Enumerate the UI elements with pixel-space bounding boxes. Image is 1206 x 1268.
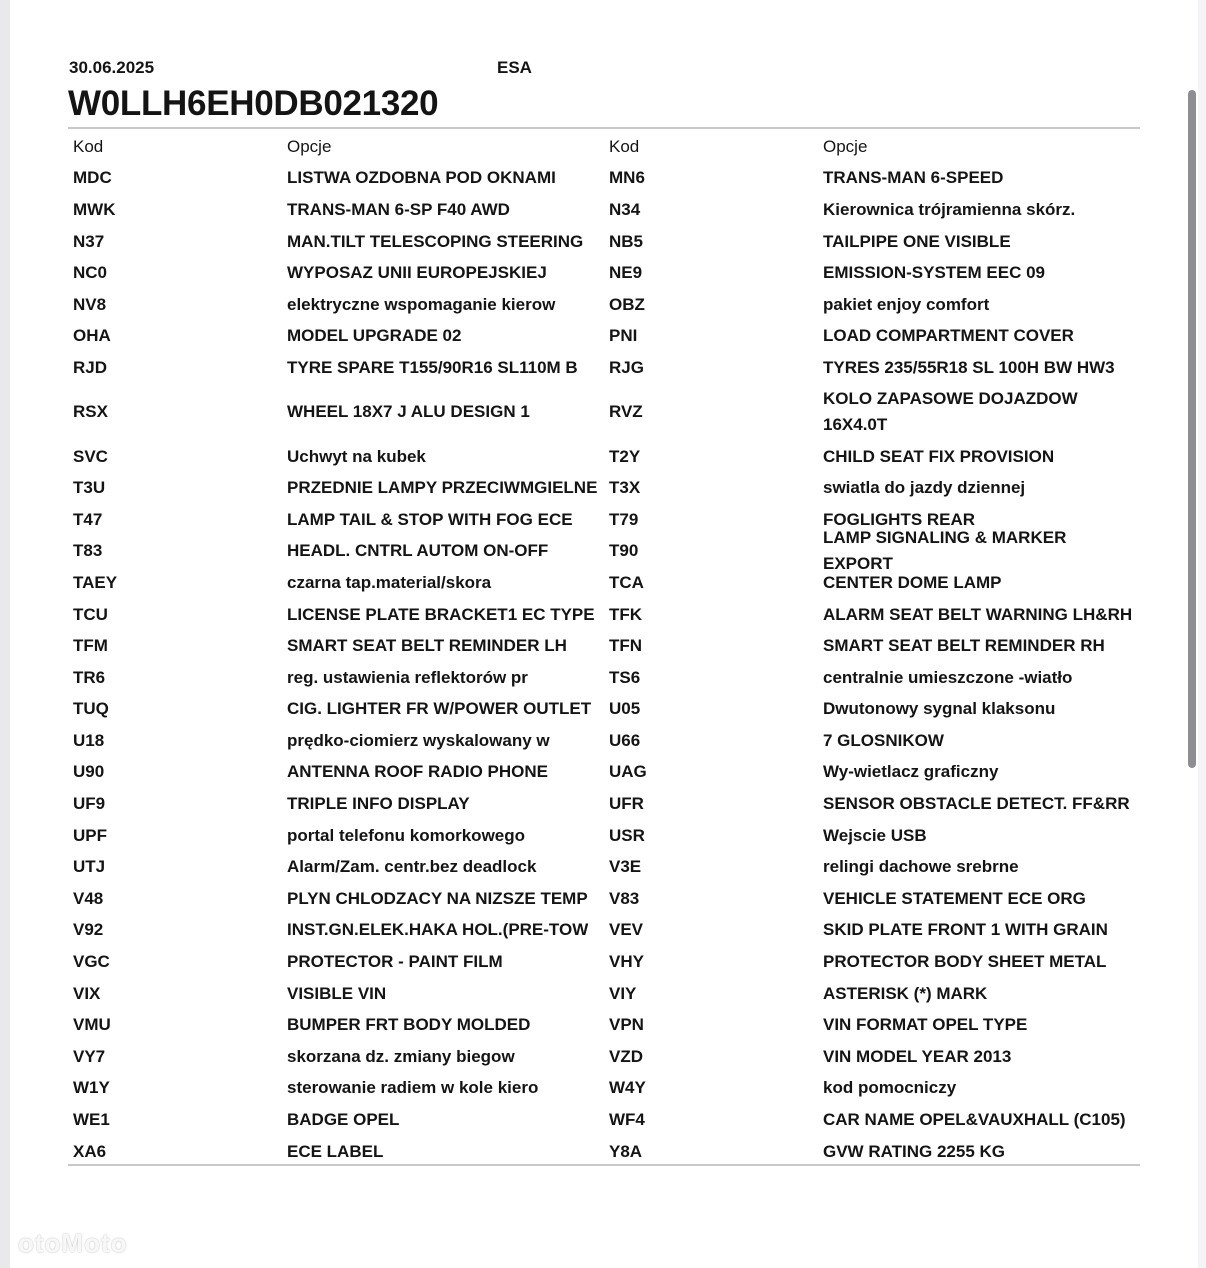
option-description: ALARM SEAT BELT WARNING LH&RH: [823, 604, 1133, 624]
option-code: RSX: [73, 402, 108, 422]
option-code: NC0: [73, 263, 108, 283]
option-code: MWK: [73, 199, 116, 219]
option-code: V92: [73, 920, 104, 940]
option-description: PRZEDNIE LAMPY PRZECIWMGIELNE: [287, 478, 598, 498]
option-code: MDC: [73, 168, 112, 188]
table-row: [68, 226, 1140, 258]
option-code: W1Y: [73, 1078, 110, 1098]
option-code: W4Y: [609, 1078, 646, 1098]
table-row: [68, 978, 1140, 1010]
option-code: VZD: [609, 1046, 643, 1066]
options-table: [68, 131, 1140, 1167]
option-description: PLYN CHLODZACY NA NIZSZE TEMP: [287, 888, 588, 908]
option-description: Wejscie USB: [823, 825, 927, 845]
option-description: EMISSION-SYSTEM EEC 09: [823, 263, 1045, 283]
option-code: PNI: [609, 326, 638, 346]
option-code: T3X: [609, 478, 641, 498]
option-code: OBZ: [609, 294, 645, 314]
option-description: CHILD SEAT FIX PROVISION: [823, 446, 1055, 466]
option-code: U90: [73, 762, 105, 782]
option-description: ANTENNA ROOF RADIO PHONE: [287, 762, 548, 782]
option-code: V83: [609, 888, 640, 908]
option-code: VGC: [73, 952, 110, 972]
option-code: VHY: [609, 952, 644, 972]
option-description: reg. ustawienia reflektorów pr: [287, 667, 528, 687]
column-header-opcje-1: Opcje: [287, 136, 332, 156]
option-description: ECE LABEL: [287, 1141, 384, 1161]
option-description: VISIBLE VIN: [287, 983, 387, 1003]
table-row: [68, 630, 1140, 662]
option-code: WF4: [609, 1110, 645, 1130]
table-row: [68, 194, 1140, 226]
option-description: Dwutonowy sygnal klaksonu: [823, 699, 1056, 719]
table-row: [68, 441, 1140, 473]
option-description: FOGLIGHTS REAR: [823, 509, 976, 529]
option-code: XA6: [73, 1141, 107, 1161]
option-code: TFN: [609, 636, 643, 656]
table-row: [68, 567, 1140, 599]
option-code: VPN: [609, 1015, 644, 1035]
option-description: GVW RATING 2255 KG: [823, 1141, 1005, 1161]
option-code: T3U: [73, 478, 106, 498]
option-code: VIX: [73, 983, 101, 1003]
option-description: TYRES 235/55R18 SL 100H BW HW3: [823, 357, 1115, 377]
option-code: TCU: [73, 604, 108, 624]
option-description: WHEEL 18X7 J ALU DESIGN 1: [287, 402, 530, 422]
option-code: T83: [73, 541, 103, 561]
table-row: [68, 883, 1140, 915]
option-description: TYRE SPARE T155/90R16 SL110M B: [287, 357, 578, 377]
option-code: U66: [609, 730, 641, 750]
option-code: OHA: [73, 326, 111, 346]
option-code: VEV: [609, 920, 644, 940]
option-code: VMU: [73, 1015, 111, 1035]
option-description: VEHICLE STATEMENT ECE ORG: [823, 888, 1086, 908]
option-code: USR: [609, 825, 645, 845]
watermark-logo: otoMoto: [18, 1228, 128, 1258]
option-description: skorzana dz. zmiany biegow: [287, 1046, 515, 1066]
option-description: CIG. LIGHTER FR W/POWER OUTLET: [287, 699, 592, 719]
option-code: TS6: [609, 667, 641, 687]
scrollbar-track[interactable]: [1198, 0, 1206, 1268]
option-description: czarna tap.material/skora: [287, 572, 492, 592]
column-header-kod-2: Kod: [609, 136, 640, 156]
option-description: elektryczne wspomaganie kierow: [287, 294, 556, 314]
option-code: T47: [73, 509, 103, 529]
option-description: KOLO ZAPASOWE DOJAZDOW 16X4.0T: [823, 389, 1078, 435]
option-code: UTJ: [73, 857, 106, 877]
table-row: [68, 694, 1140, 726]
option-code: VIY: [609, 983, 637, 1003]
table-row: [68, 1041, 1140, 1073]
option-description: Wy-wietlacz graficzny: [823, 762, 999, 782]
table-row: [68, 1009, 1140, 1041]
option-code: RVZ: [609, 402, 643, 422]
option-description: TRIPLE INFO DISPLAY: [287, 794, 470, 814]
option-code: TUQ: [73, 699, 109, 719]
option-code: TFK: [609, 604, 643, 624]
option-code: T79: [609, 509, 639, 529]
document-label: ESA: [497, 58, 532, 77]
scrollbar-thumb[interactable]: [1188, 90, 1196, 768]
option-description: VIN FORMAT OPEL TYPE: [823, 1015, 1028, 1035]
option-description: MAN.TILT TELESCOPING STEERING: [287, 231, 584, 251]
option-description: 7 GLOSNIKOW: [823, 730, 944, 750]
option-code: RJG: [609, 357, 644, 377]
option-code: U05: [609, 699, 641, 719]
option-code: T90: [609, 541, 639, 561]
table-body: [68, 163, 1140, 1168]
option-code: T2Y: [609, 446, 641, 466]
table-header: [68, 131, 1140, 163]
option-code: UF9: [73, 794, 106, 814]
vin-number: W0LLH6EH0DB021320: [68, 84, 439, 123]
option-code: N34: [609, 199, 641, 219]
table-row: [68, 472, 1140, 504]
table-row: [68, 352, 1140, 384]
option-description: BUMPER FRT BODY MOLDED: [287, 1015, 531, 1035]
table-row: [68, 725, 1140, 757]
option-code: TAEY: [73, 572, 118, 592]
option-description: BADGE OPEL: [287, 1110, 400, 1130]
table-row: [68, 163, 1140, 195]
table-row: [68, 1104, 1140, 1136]
table-row: [68, 820, 1140, 852]
option-description: prędko-ciomierz wyskalowany w: [287, 730, 550, 750]
option-description: CAR NAME OPEL&VAUXHALL (C105): [823, 1110, 1126, 1130]
table-row: [68, 757, 1140, 789]
table-row: [68, 662, 1140, 694]
option-description: CENTER DOME LAMP: [823, 572, 1002, 592]
option-description: Uchwyt na kubek: [287, 446, 426, 466]
option-description: VIN MODEL YEAR 2013: [823, 1046, 1012, 1066]
option-code: N37: [73, 231, 105, 251]
table-row: [68, 788, 1140, 820]
option-description: swiatla do jazdy dziennej: [823, 478, 1026, 498]
table-row: [68, 1136, 1140, 1168]
option-code: UFR: [609, 794, 644, 814]
option-description: SMART SEAT BELT REMINDER LH: [287, 636, 567, 656]
option-description: INST.GN.ELEK.HAKA HOL.(PRE-TOW: [287, 920, 589, 940]
option-description: LISTWA OZDOBNA POD OKNAMI: [287, 168, 556, 188]
option-description: ASTERISK (*) MARK: [823, 983, 988, 1003]
option-description: SKID PLATE FRONT 1 WITH GRAIN: [823, 920, 1108, 940]
table-row: [68, 289, 1140, 321]
option-code: UAG: [609, 762, 647, 782]
column-header-opcje-2: Opcje: [823, 136, 868, 156]
table-row: [68, 321, 1140, 353]
table-row: [68, 1073, 1140, 1105]
option-description: PROTECTOR - PAINT FILM: [287, 952, 503, 972]
option-code: MN6: [609, 168, 645, 188]
table-row: [68, 946, 1140, 978]
option-description: SMART SEAT BELT REMINDER RH: [823, 636, 1105, 656]
option-code: V3E: [609, 857, 642, 877]
table-row: [68, 851, 1140, 883]
option-code: TCA: [609, 572, 644, 592]
option-description: TRANS-MAN 6-SP F40 AWD: [287, 199, 510, 219]
option-code: UPF: [73, 825, 107, 845]
option-code: SVC: [73, 446, 108, 466]
option-code: NB5: [609, 231, 644, 251]
option-description: LAMP TAIL & STOP WITH FOG ECE: [287, 509, 573, 529]
option-code: NE9: [609, 263, 643, 283]
document-date: 30.06.2025: [69, 58, 155, 77]
table-row: [68, 384, 1140, 441]
option-description: sterowanie radiem w kole kiero: [287, 1078, 539, 1098]
column-header-kod-1: Kod: [73, 136, 104, 156]
divider-top: [68, 127, 1140, 129]
option-code: WE1: [73, 1110, 110, 1130]
option-code: VY7: [73, 1046, 106, 1066]
option-code: Y8A: [609, 1141, 643, 1161]
option-description: LAMP SIGNALING & MARKER EXPORT: [823, 528, 1067, 574]
option-description: pakiet enjoy comfort: [823, 294, 990, 314]
option-description: Kierownica trójramienna skórz.: [823, 199, 1076, 219]
option-code: U18: [73, 730, 105, 750]
table-row: [68, 528, 1140, 574]
option-code: RJD: [73, 357, 108, 377]
option-code: TFM: [73, 636, 108, 656]
option-description: SENSOR OBSTACLE DETECT. FF&RR: [823, 794, 1130, 814]
option-description: centralnie umieszczone -wiatło: [823, 667, 1073, 687]
divider-bottom: [68, 1164, 1140, 1166]
option-description: portal telefonu komorkowego: [287, 825, 526, 845]
option-description: kod pomocniczy: [823, 1078, 957, 1098]
option-code: NV8: [73, 294, 107, 314]
table-row: [68, 915, 1140, 947]
table-row: [68, 257, 1140, 289]
option-description: MODEL UPGRADE 02: [287, 326, 462, 346]
option-code: V48: [73, 888, 104, 908]
option-description: HEADL. CNTRL AUTOM ON-OFF: [287, 541, 549, 561]
option-description: LICENSE PLATE BRACKET1 EC TYPE: [287, 604, 595, 624]
option-description: LOAD COMPARTMENT COVER: [823, 326, 1074, 346]
table-row: [68, 599, 1140, 631]
option-description: TRANS-MAN 6-SPEED: [823, 168, 1004, 188]
option-description: WYPOSAZ UNII EUROPEJSKIEJ: [287, 263, 547, 283]
option-description: Alarm/Zam. centr.bez deadlock: [287, 857, 537, 877]
option-description: TAILPIPE ONE VISIBLE: [823, 231, 1011, 251]
option-description: PROTECTOR BODY SHEET METAL: [823, 952, 1107, 972]
option-description: relingi dachowe srebrne: [823, 857, 1019, 877]
option-code: TR6: [73, 667, 106, 687]
